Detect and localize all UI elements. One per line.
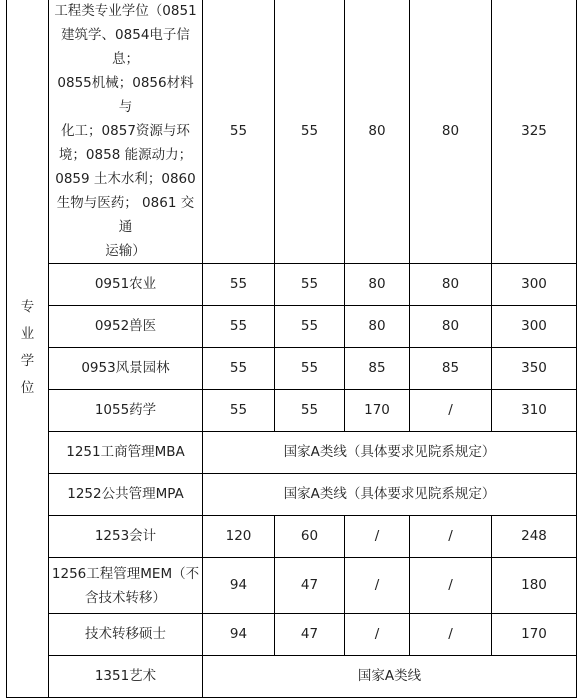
table-row	[7, 264, 577, 306]
table-row	[7, 0, 577, 264]
table-row	[7, 474, 577, 516]
score-cell: 94	[203, 614, 275, 656]
category-char: 专	[20, 299, 35, 315]
program-name: 0951农业	[49, 264, 203, 306]
score-cell: 55	[203, 306, 275, 348]
score-cell: 80	[410, 264, 492, 306]
score-cell: 85	[410, 348, 492, 390]
total-cell: 170	[492, 614, 577, 656]
score-cell: 47	[275, 614, 345, 656]
score-cell: 47	[275, 558, 345, 614]
table-row	[7, 306, 577, 348]
score-table	[6, 0, 577, 698]
score-cell: /	[345, 516, 410, 558]
total-cell: 248	[492, 516, 577, 558]
score-cell: 60	[275, 516, 345, 558]
category-char: 位	[20, 380, 35, 396]
table-row	[7, 348, 577, 390]
score-cell: 55	[275, 264, 345, 306]
program-name: 1251工商管理MBA	[49, 432, 203, 474]
total-cell: 300	[492, 306, 577, 348]
total-cell: 300	[492, 264, 577, 306]
program-name: 技术转移硕士	[49, 614, 203, 656]
score-cell: /	[410, 558, 492, 614]
score-cell: 94	[203, 558, 275, 614]
program-name: 0953风景园林	[49, 348, 203, 390]
program-name: 工程类专业学位（0851 建筑学、0854电子信 息； 0855机械；0856材料与 化工；0857资源与环 境；0858 能源动力； 0859 土木水利；0860 生物与医药； 0861 交通 运输）	[49, 0, 203, 264]
score-cell: /	[410, 516, 492, 558]
program-name: 1055药学	[49, 390, 203, 432]
program-name: 1252公共管理MPA	[49, 474, 203, 516]
score-cell: 55	[203, 348, 275, 390]
category-cell	[7, 0, 49, 698]
table-row	[7, 390, 577, 432]
total-cell: 180	[492, 558, 577, 614]
score-cell: /	[410, 614, 492, 656]
program-name: 1351艺术	[49, 656, 203, 698]
score-cell: 55	[203, 390, 275, 432]
score-cell: 170	[345, 390, 410, 432]
score-cell: 80	[345, 0, 410, 264]
table-row	[7, 558, 577, 614]
total-cell: 325	[492, 0, 577, 264]
total-cell: 310	[492, 390, 577, 432]
score-cell: 55	[203, 0, 275, 264]
score-cell: 85	[345, 348, 410, 390]
score-cell: 55	[275, 0, 345, 264]
score-cell: 80	[345, 306, 410, 348]
score-cell: /	[345, 558, 410, 614]
score-cell: 55	[275, 348, 345, 390]
category-char: 学	[20, 353, 35, 369]
score-cell: 55	[203, 264, 275, 306]
program-name: 0952兽医	[49, 306, 203, 348]
table-row	[7, 656, 577, 698]
merged-requirement-cell: 国家A类线（具体要求见院系规定）	[203, 474, 577, 516]
category-char: 业	[20, 326, 35, 342]
score-cell: /	[410, 390, 492, 432]
score-cell: /	[345, 614, 410, 656]
table-row	[7, 614, 577, 656]
score-cell: 80	[410, 306, 492, 348]
program-name: 1256工程管理MEM（不 含技术转移）	[49, 558, 203, 614]
merged-requirement-cell: 国家A类线（具体要求见院系规定）	[203, 432, 577, 474]
total-cell: 350	[492, 348, 577, 390]
score-cell: 55	[275, 306, 345, 348]
program-name: 1253会计	[49, 516, 203, 558]
score-cell: 80	[410, 0, 492, 264]
merged-requirement-cell: 国家A类线	[203, 656, 577, 698]
table-row	[7, 516, 577, 558]
score-cell: 80	[345, 264, 410, 306]
score-cell: 55	[275, 390, 345, 432]
table-row	[7, 432, 577, 474]
score-cell: 120	[203, 516, 275, 558]
